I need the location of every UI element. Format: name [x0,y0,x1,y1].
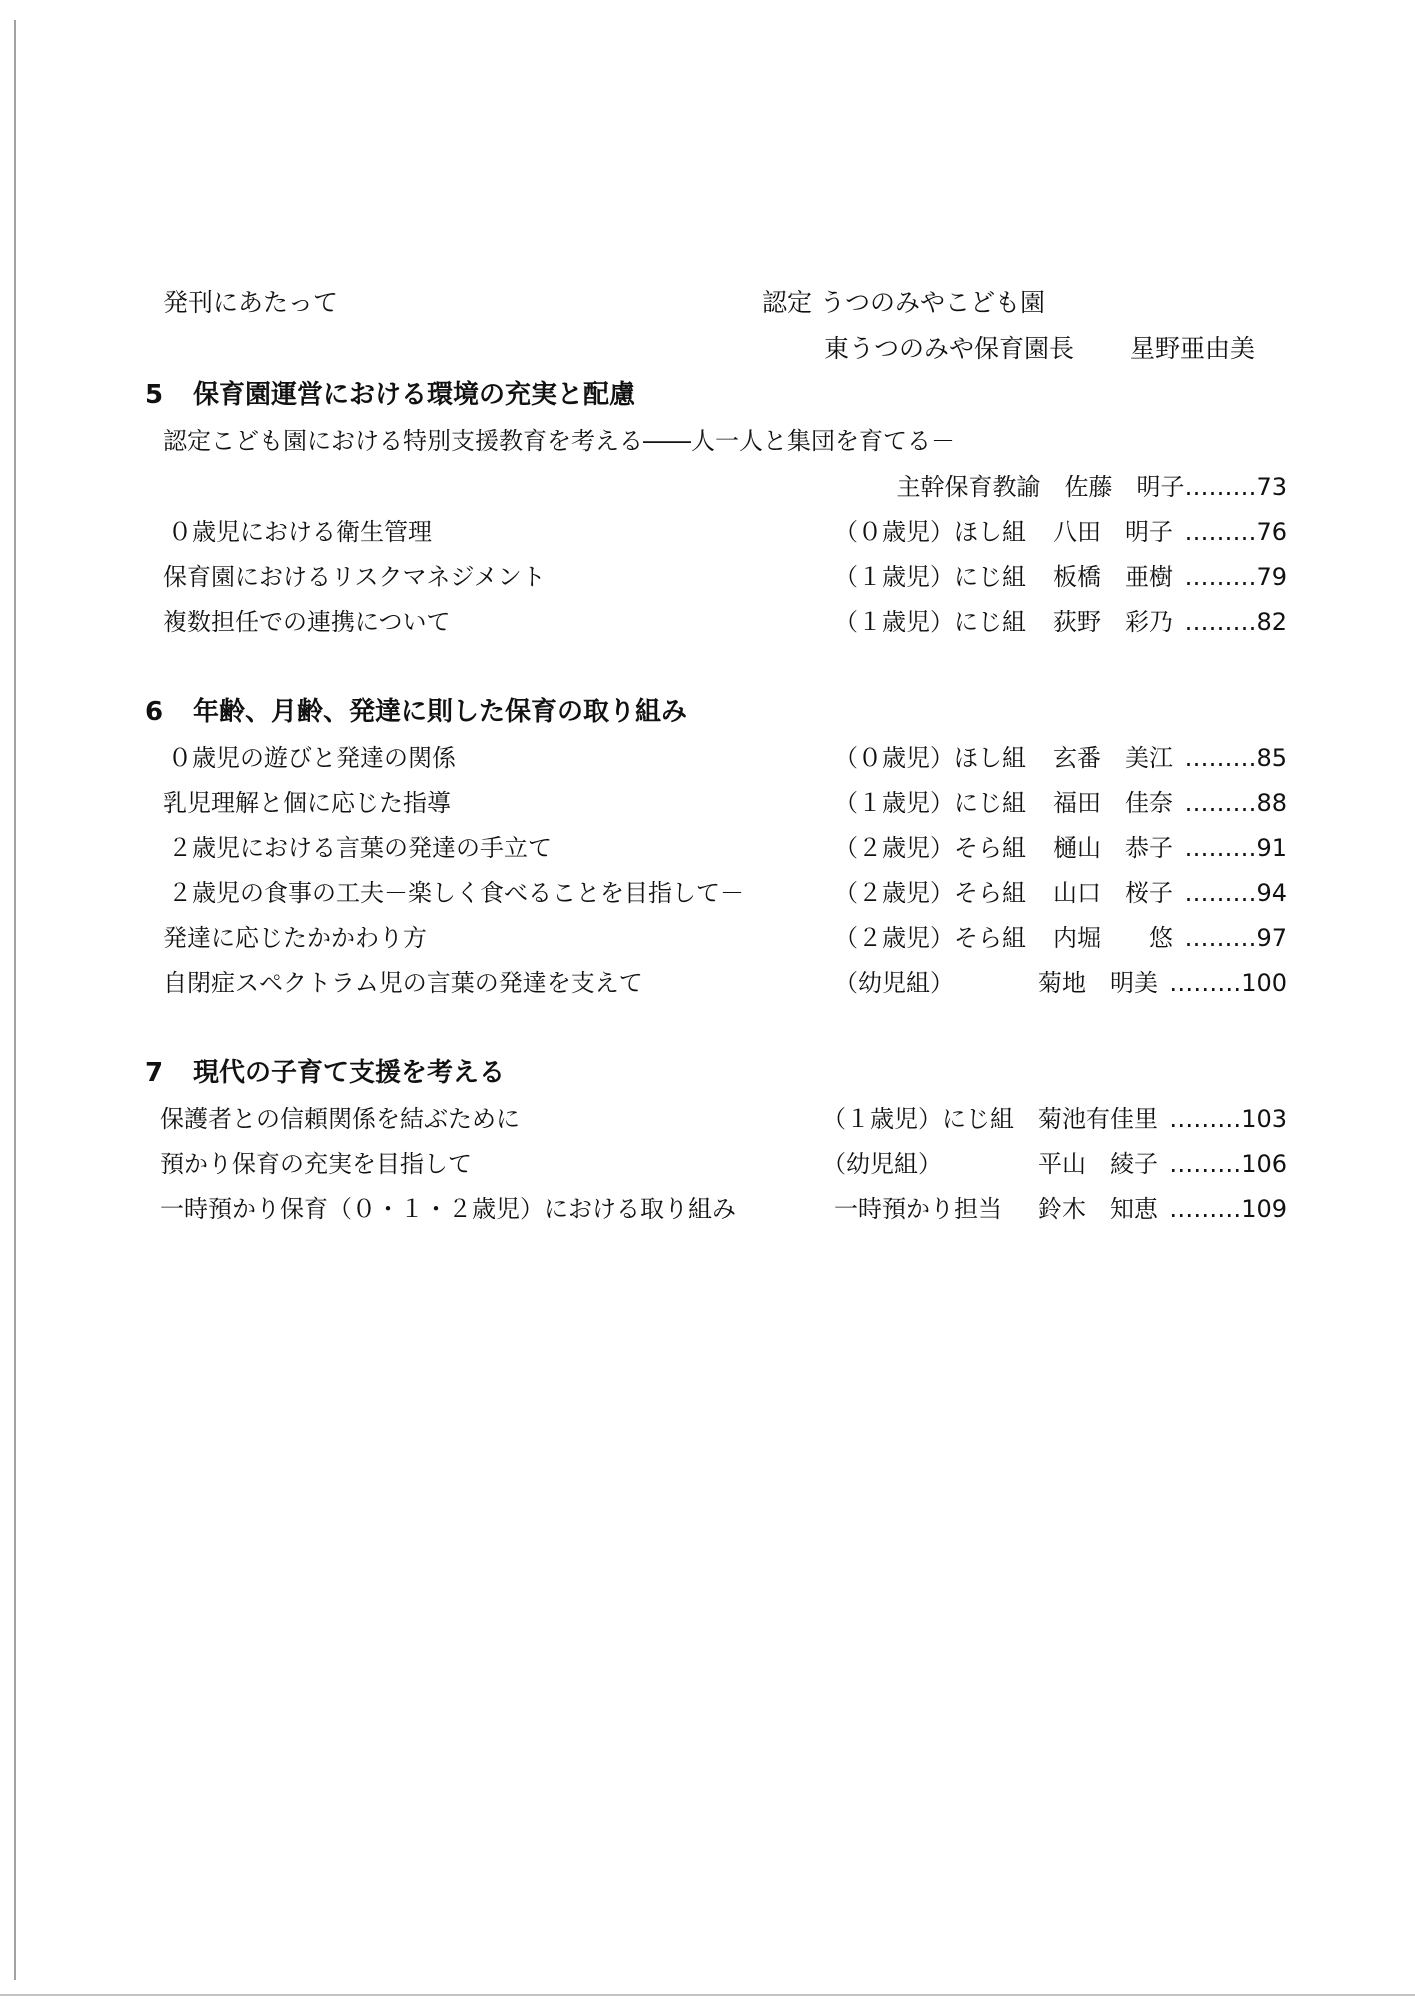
toc-entry [0,833,1415,867]
entry-page: ………79 [1184,563,1287,591]
section-heading [145,1058,505,1088]
entry-page: ………82 [1184,608,1287,636]
entry-author: 板橋 亜樹 [1053,563,1173,591]
entry-page: ………109 [1169,1195,1287,1223]
entry-class: 一時預かり担当 [834,1195,1002,1223]
section-heading [145,380,635,410]
feature-meta: 主幹保育教諭 佐藤 明子………73 [896,473,1287,501]
entry-page: ………97 [1184,924,1287,952]
scan-bottom-edge [0,1994,1415,1996]
intro-role-line: 東うつのみや保育園長 [824,334,1075,363]
entry-author: 内堀 悠 [1053,924,1173,952]
toc-entry [0,1194,1415,1228]
entry-author: 荻野 彩乃 [1053,608,1173,636]
entry-author: 玄番 美江 [1053,744,1173,772]
section-title: 保育園運営における環境の充実と配慮 [193,380,636,410]
entry-class: （１歳児）にじ組 [834,789,1026,817]
entry-class: （０歳児）ほし組 [834,744,1026,772]
entry-page: ………106 [1169,1150,1287,1178]
entry-author: 平山 綾子 [1038,1150,1158,1178]
toc-entry [0,517,1415,551]
entry-author: 樋山 恭子 [1053,834,1173,862]
section-title: 年齢、月齢、発達に則した保育の取り組み [193,697,688,727]
entry-title: ０歳児における衛生管理 [168,518,432,546]
entry-title: ０歳児の遊びと発達の関係 [168,744,456,772]
entry-author: 鈴木 知恵 [1038,1195,1158,1223]
entry-title: 複数担任での連携について [163,608,451,636]
intro-org-line: 認定 うつのみやこども園 [762,288,1045,317]
intro-author: 星野亜由美 [1130,334,1256,363]
entry-title: 預かり保育の充実を目指して [160,1150,472,1178]
entry-author: 山口 桜子 [1053,879,1173,907]
entry-page: ………94 [1184,879,1287,907]
section-number: 5 [145,380,164,410]
entry-title: 乳児理解と個に応じた指導 [163,789,451,817]
section-number: 7 [145,1058,164,1088]
toc-entry [0,1149,1415,1183]
entry-page: ………103 [1169,1105,1287,1133]
section-number: 6 [145,697,164,727]
entry-author: 福田 佳奈 [1053,789,1173,817]
toc-entry [0,923,1415,957]
entry-class: （２歳児）そら組 [834,834,1026,862]
entry-title: 保育園におけるリスクマネジメント [163,563,546,591]
entry-class: （１歳児）にじ組 [834,563,1026,591]
entry-class: （幼児組） [834,969,954,997]
section-heading [145,697,687,727]
toc-entry [0,562,1415,596]
entry-title: 発達に応じたかかわり方 [163,924,427,952]
toc-entry [0,968,1415,1002]
entry-page: ………100 [1169,969,1287,997]
entry-class: （２歳児）そら組 [834,924,1026,952]
toc-entry [0,788,1415,822]
entry-author: 八田 明子 [1053,518,1173,546]
toc-entry [0,878,1415,912]
entry-page: ………88 [1184,789,1287,817]
entry-class: （１歳児）にじ組 [834,608,1026,636]
section-title: 現代の子育て支援を考える [193,1058,506,1088]
entry-class: （幼児組） [822,1150,942,1178]
entry-title: 自閉症スペクトラム児の言葉の発達を支えて [163,969,643,997]
entry-class: （１歳児）にじ組 [822,1105,1014,1133]
toc-entry [0,743,1415,777]
entry-class: （２歳児）そら組 [834,879,1026,907]
entry-title: 一時預かり保育（０・１・２歳児）における取り組み [160,1195,736,1223]
entry-class: （０歳児）ほし組 [834,518,1026,546]
intro-title: 発刊にあたって [163,288,339,317]
entry-page: ………85 [1184,744,1287,772]
entry-title: ２歳児における言葉の発達の手立て [168,834,552,862]
toc-entry [0,1104,1415,1138]
entry-title: ２歳児の食事の工夫－楽しく食べることを目指して－ [168,879,744,907]
entry-author: 菊地 明美 [1038,969,1158,997]
entry-title: 保護者との信頼関係を結ぶために [160,1105,520,1133]
feature-title: 認定こども園における特別支援教育を考える――人一人と集団を育てる－ [163,427,955,455]
entry-page: ………76 [1184,518,1287,546]
toc-entry [0,607,1415,641]
entry-author: 菊池有佳里 [1038,1105,1158,1133]
entry-page: ………91 [1184,834,1287,862]
